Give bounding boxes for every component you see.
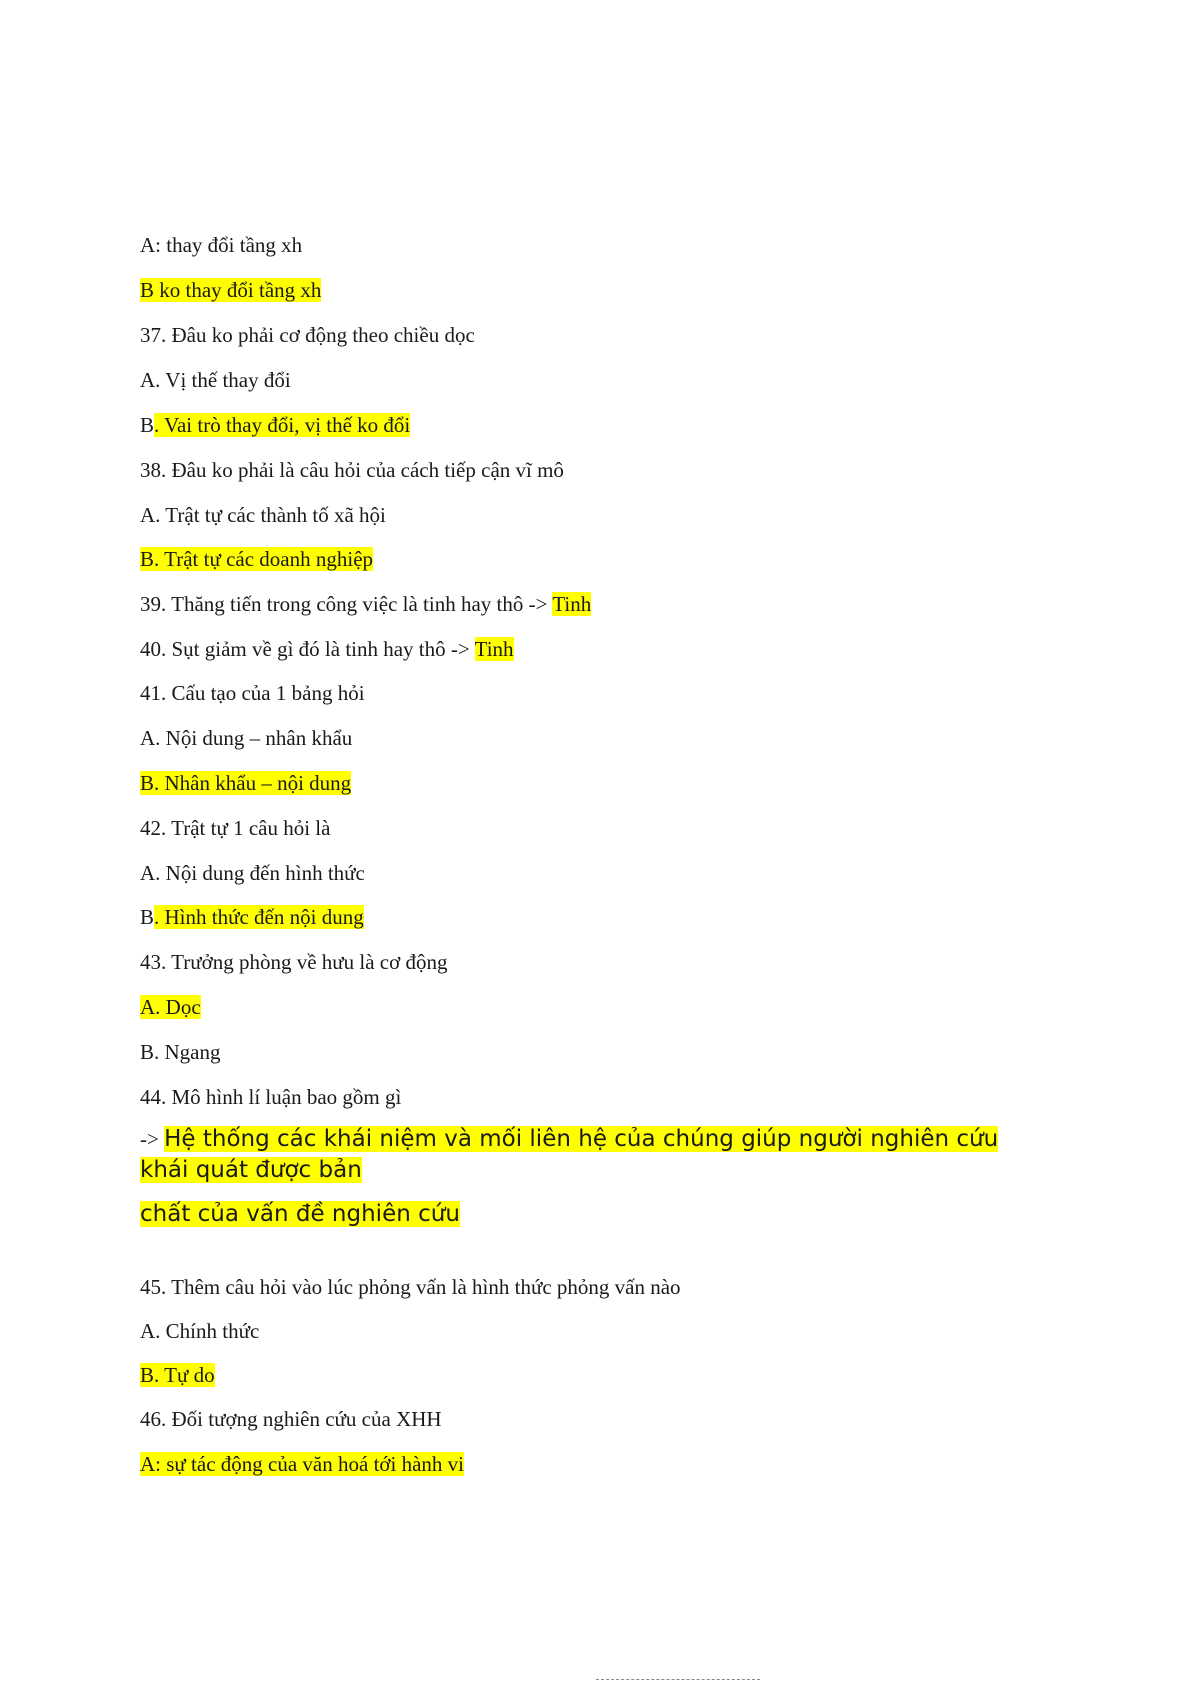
answer-b-41 [140,770,351,796]
question-42 [140,815,330,841]
question-39-text: 39. Thăng tiến trong công việc là tinh hay thô -> [140,592,553,616]
answer-a-46 [140,1451,464,1477]
answer-b-37 [140,412,410,438]
highlighted-answer: . Hình thức đến nội dung [154,905,364,929]
question-44 [140,1084,401,1110]
highlighted-answer: khái quát được bản [140,1157,362,1183]
answer-a-36 [140,232,302,258]
answer-b-45 [140,1362,215,1388]
answer-a-41-text: A. Nội dung – nhân khẩu [140,726,353,750]
question-46 [140,1406,442,1432]
highlighted-answer: B. Tự do [140,1363,215,1387]
answer-44-line-3 [140,1199,460,1229]
answer-a-41 [140,725,352,751]
question-45-text: 45. Thêm câu hỏi vào lúc phỏng vấn là hình thức phỏng vấn nào [140,1275,681,1299]
question-45 [140,1274,681,1300]
answer-a-37-text: A. Vị thế thay đổi [140,368,291,392]
highlighted-answer: Tinh [474,637,514,661]
answer-a-45-text: A. Chính thức [140,1319,260,1343]
question-44-text: 44. Mô hình lí luận bao gồm gì [140,1085,402,1109]
highlighted-answer: Tinh [552,592,592,616]
answer-b-43 [140,1039,221,1065]
highlighted-answer: A: sự tác động của văn hoá tới hành vi [140,1452,464,1476]
answer-44-line-1 [140,1124,998,1154]
question-38 [140,457,564,483]
answer-44-line-2 [140,1155,362,1185]
answer-a-45 [140,1318,259,1344]
answer-b-36 [140,277,321,303]
answer-a-38 [140,502,386,528]
highlighted-answer: B ko thay đổi tầng xh [140,278,322,302]
question-40-text: 40. Sụt giảm về gì đó là tinh hay thô -> [140,637,475,661]
question-43 [140,949,447,975]
question-42-text: 42. Trật tự 1 câu hỏi là [140,816,331,840]
answer-a-42 [140,860,365,886]
answer-a-36-text: A: thay đổi tầng xh [140,233,303,257]
question-43-text: 43. Trưởng phòng về hưu là cơ động [140,950,448,974]
question-41-text: 41. Cấu tạo của 1 bảng hỏi [140,681,365,705]
page-bottom-divider [596,1679,760,1680]
answer-b-38 [140,546,373,572]
arrow-prefix: -> [140,1127,165,1151]
highlighted-answer: Hệ thống các khái niệm và mối liên hệ của chúng giúp người nghiên cứu [164,1126,999,1152]
highlighted-answer: A. Dọc [140,995,201,1019]
answer-a-42-text: A. Nội dung đến hình thức [140,861,365,885]
answer-a-43 [140,994,201,1020]
answer-a-37 [140,367,291,393]
highlighted-answer: . Vai trò thay đổi, vị thế ko đổi [154,413,411,437]
highlighted-answer: B. Trật tự các doanh nghiệp [140,547,374,571]
question-40 [140,636,514,662]
answer-letter: B [140,905,155,929]
answer-b-43-text: B. Ngang [140,1040,221,1064]
answer-letter: B [140,413,155,437]
highlighted-answer: chất của vấn đề nghiên cứu [140,1201,460,1227]
question-39 [140,591,591,617]
highlighted-answer: B. Nhân khẩu – nội dung [140,771,352,795]
answer-b-42 [140,904,364,930]
question-41 [140,680,365,706]
answer-a-38-text: A. Trật tự các thành tố xã hội [140,503,386,527]
question-37 [140,322,475,348]
question-46-text: 46. Đối tượng nghiên cứu của XHH [140,1407,442,1431]
question-37-text: 37. Đâu ko phải cơ động theo chiều dọc [140,323,475,347]
question-38-text: 38. Đâu ko phải là câu hỏi của cách tiếp cận vĩ mô [140,458,564,482]
